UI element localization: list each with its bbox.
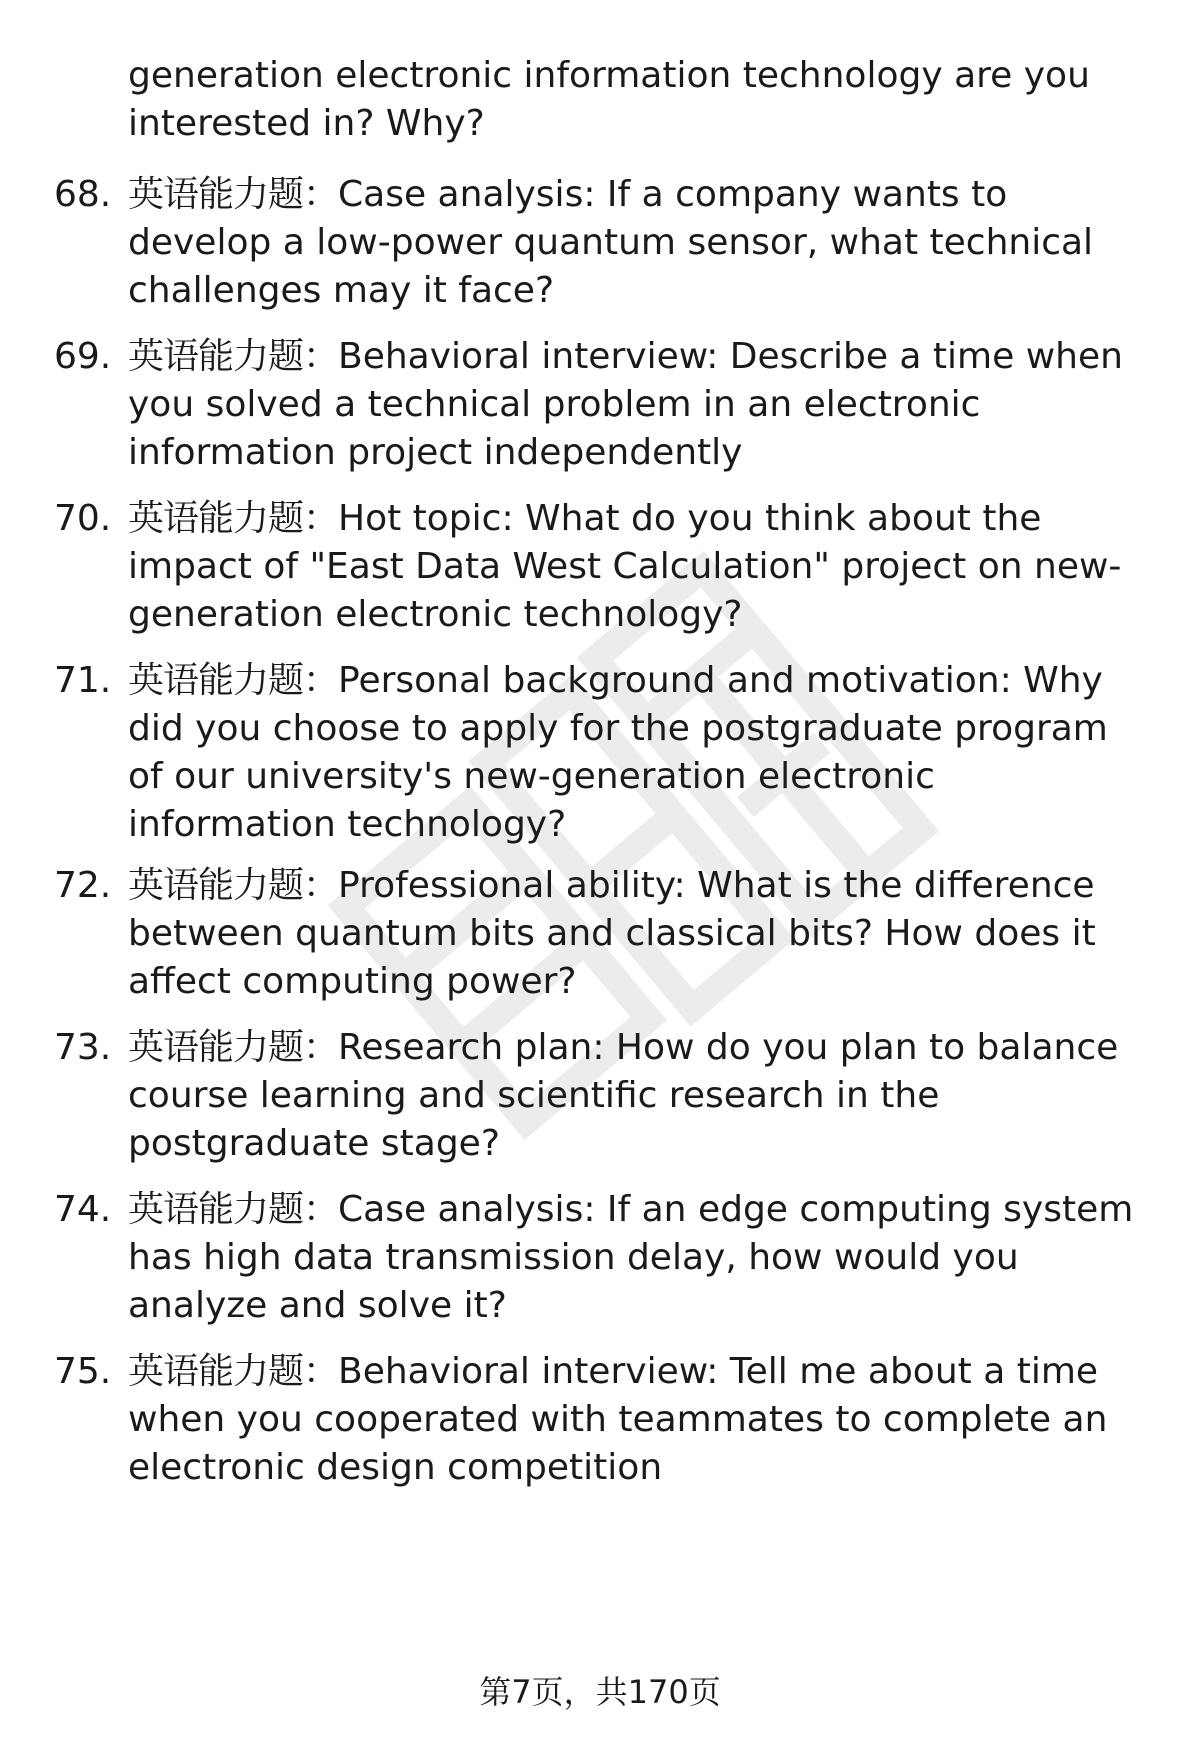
- question-item: [54, 333, 1164, 477]
- question-text: Case analysis: If an edge computing system has high data transmission delay, how would you analyze and solve it?: [128, 1189, 1134, 1326]
- question-text: Behavioral interview: Describe a time when you solved a technical problem in an electronic information project independently: [128, 336, 1123, 473]
- question-item: [54, 862, 1164, 1006]
- question-text: Personal background and motivation: Why did you choose to apply for the postgraduate program of our university's new-generation electronic information technology?: [128, 660, 1108, 845]
- question-tag: 英语能力题：: [128, 1027, 339, 1068]
- page-footer: 第7页，共170页: [479, 1673, 721, 1711]
- question-number: 71.: [54, 660, 112, 701]
- question-text: Research plan: How do you plan to balance course learning and scientific research in the postgraduate stage?: [128, 1027, 1119, 1164]
- question-text: generation electronic information technology are you interested in? Why?: [128, 55, 1090, 144]
- question-number: 74.: [54, 1189, 112, 1230]
- continued-question-text: [54, 52, 1164, 148]
- question-text: Hot topic: What do you think about the impact of "East Data West Calculation" project on new-generation electronic technology?: [128, 498, 1122, 635]
- question-tag: 英语能力题：: [128, 660, 339, 701]
- question-number: 68.: [54, 174, 112, 215]
- question-text: Professional ability: What is the difference between quantum bits and classical bits? How does it affect computing power?: [128, 865, 1096, 1002]
- question-number: 75.: [54, 1351, 112, 1392]
- question-number: 70.: [54, 498, 112, 539]
- question-item: [54, 1186, 1164, 1330]
- question-number: 73.: [54, 1027, 112, 1068]
- question-tag: 英语能力题：: [128, 336, 339, 377]
- question-item: [54, 171, 1164, 315]
- question-item: [54, 1348, 1164, 1492]
- question-number: 72.: [54, 865, 112, 906]
- question-tag: 英语能力题：: [128, 1351, 339, 1392]
- question-item: [54, 495, 1164, 639]
- question-item: [54, 657, 1164, 849]
- question-number: 69.: [54, 336, 112, 377]
- question-text: Case analysis: If a company wants to develop a low-power quantum sensor, what technical challenges may it face?: [128, 174, 1094, 311]
- question-tag: 英语能力题：: [128, 1189, 339, 1230]
- question-tag: 英语能力题：: [128, 498, 339, 539]
- question-item: [54, 1024, 1164, 1168]
- question-tag: 英语能力题：: [128, 865, 339, 906]
- question-text: Behavioral interview: Tell me about a time when you cooperated with teammates to complete an electronic design competition: [128, 1351, 1108, 1488]
- question-tag: 英语能力题：: [128, 174, 339, 215]
